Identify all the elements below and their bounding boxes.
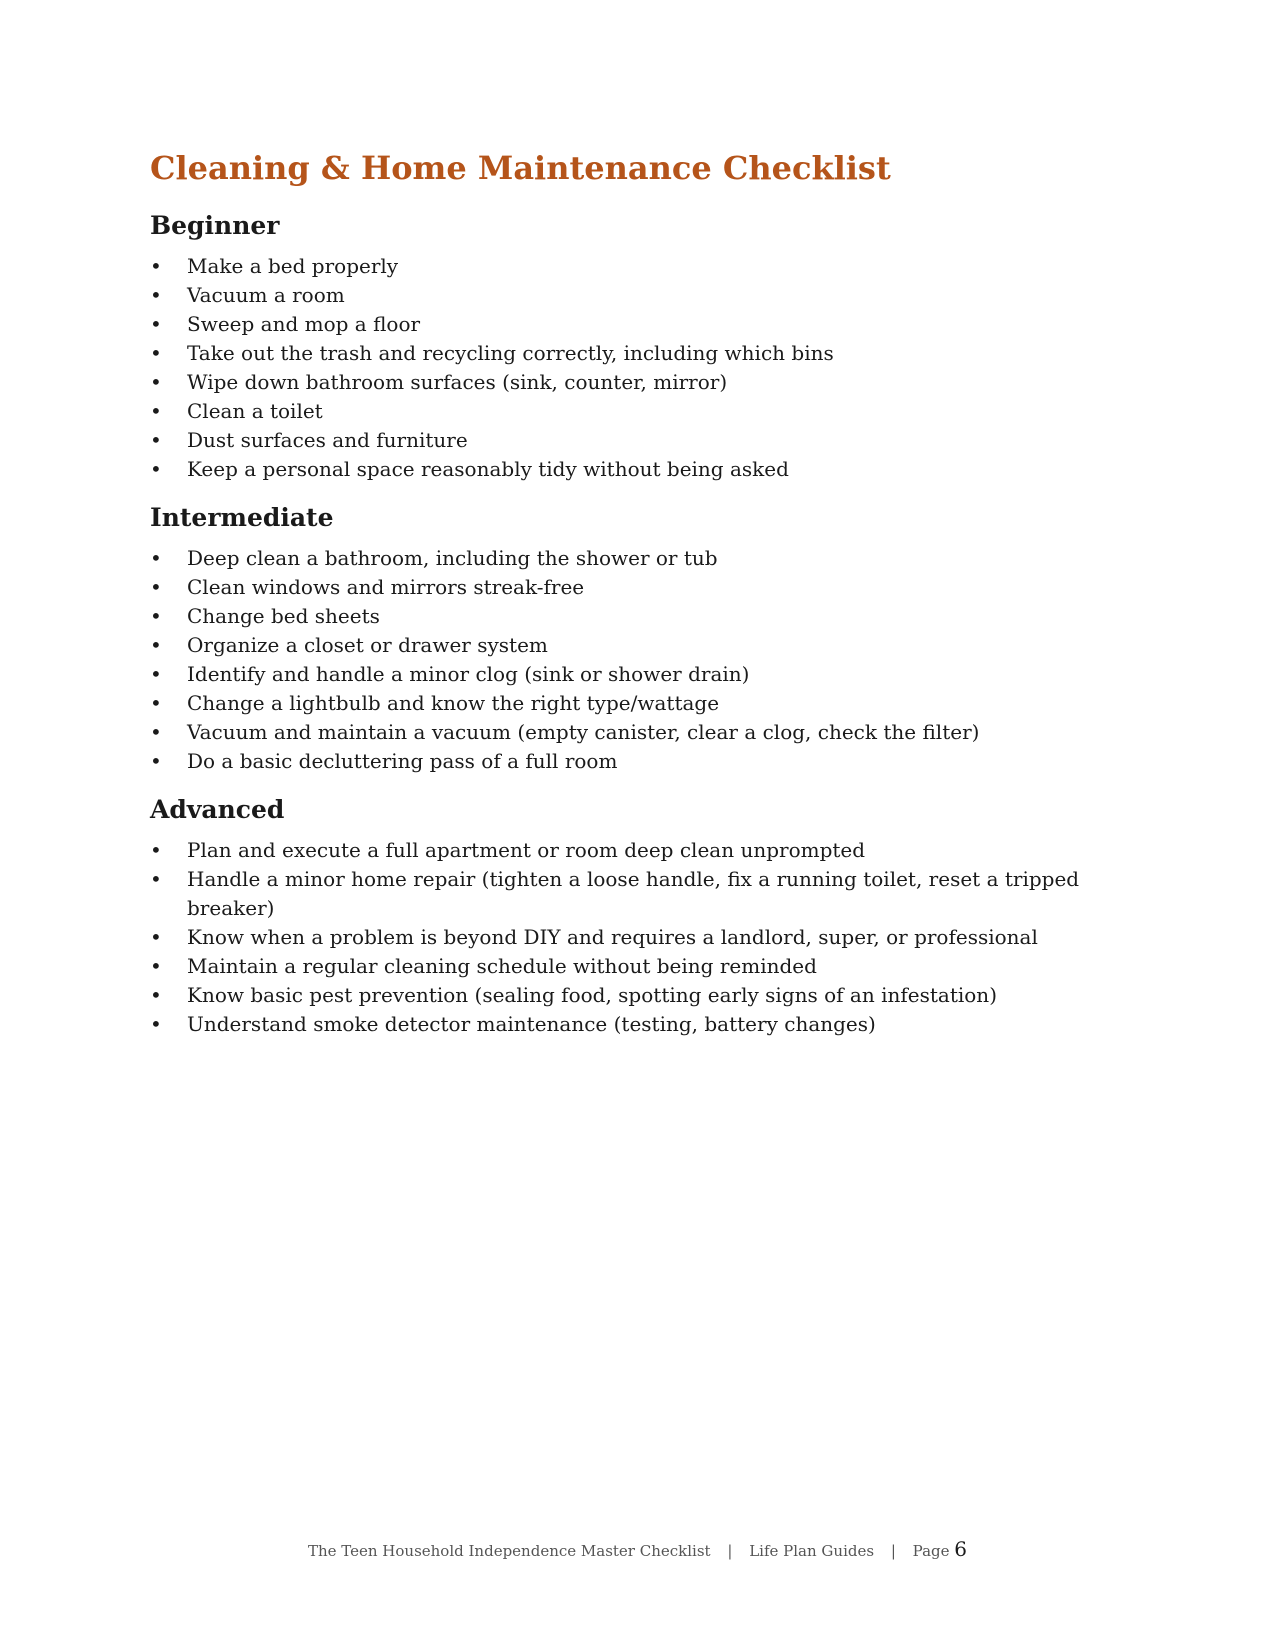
list-item-text: Identify and handle a minor clog (sink or shower drain) (187, 662, 750, 686)
bullet-icon: • (150, 662, 162, 686)
list-item-text: Sweep and mop a floor (187, 312, 421, 336)
list-item (150, 981, 1080, 1010)
bullet-icon: • (150, 720, 162, 744)
list-item-text: Do a basic decluttering pass of a full room (187, 749, 618, 773)
list-item (150, 689, 1080, 718)
bullet-icon: • (150, 925, 162, 949)
list-item-text: Clean a toilet (187, 399, 323, 423)
footer-page-number: 6 (954, 1537, 968, 1561)
list-item-text: Vacuum and maintain a vacuum (empty canister, clear a clog, check the filter) (187, 720, 980, 744)
section-intermediate (150, 502, 1080, 776)
list-item (150, 397, 1080, 426)
list-item-text: Dust surfaces and furniture (187, 428, 468, 452)
bullet-icon: • (150, 370, 162, 394)
bullet-icon: • (150, 457, 162, 481)
list-item (150, 544, 1080, 573)
bullet-icon: • (150, 546, 162, 570)
list-item (150, 747, 1080, 776)
section-heading: Intermediate (150, 503, 334, 532)
section-beginner (150, 210, 1080, 484)
page-footer (0, 1537, 1275, 1563)
document-page (150, 148, 1080, 1057)
list-item (150, 252, 1080, 281)
checklist (150, 836, 1080, 1039)
list-item (150, 660, 1080, 689)
bullet-icon: • (150, 749, 162, 773)
list-item-text: Organize a closet or drawer system (187, 633, 548, 657)
list-item (150, 310, 1080, 339)
list-item-text: Change bed sheets (187, 604, 380, 628)
list-item-text: Vacuum a room (187, 283, 345, 307)
footer-brand: Life Plan Guides (749, 1542, 875, 1560)
section-heading: Beginner (150, 211, 280, 240)
bullet-icon: • (150, 983, 162, 1007)
footer-separator: | (890, 1542, 896, 1560)
bullet-icon: • (150, 254, 162, 278)
list-item-text: Keep a personal space reasonably tidy without being asked (187, 457, 789, 481)
list-item (150, 573, 1080, 602)
list-item-text: Make a bed properly (187, 254, 399, 278)
bullet-icon: • (150, 341, 162, 365)
list-item-text: Maintain a regular cleaning schedule without being reminded (187, 954, 817, 978)
list-item (150, 631, 1080, 660)
checklist (150, 252, 1080, 484)
list-item-text: Plan and execute a full apartment or room deep clean unprompted (187, 838, 866, 862)
list-item (150, 836, 1080, 865)
list-item-text: Deep clean a bathroom, including the shower or tub (187, 546, 718, 570)
list-item (150, 718, 1080, 747)
list-item (150, 1010, 1080, 1039)
list-item-text: Know basic pest prevention (sealing food, spotting early signs of an infestation) (187, 983, 997, 1007)
section-advanced (150, 794, 1080, 1039)
list-item-text: Understand smoke detector maintenance (testing, battery changes) (187, 1012, 876, 1036)
footer-doc-title: The Teen Household Independence Master Checklist (307, 1542, 711, 1560)
list-item (150, 865, 1080, 923)
bullet-icon: • (150, 867, 162, 891)
section-heading: Advanced (150, 795, 285, 824)
sections-container (150, 210, 1080, 1039)
list-item (150, 339, 1080, 368)
list-item (150, 455, 1080, 484)
list-item-text: Know when a problem is beyond DIY and requires a landlord, super, or professional (187, 925, 1038, 949)
footer-page-label: Page (912, 1542, 950, 1560)
list-item-text: Take out the trash and recycling correctly, including which bins (187, 341, 834, 365)
bullet-icon: • (150, 283, 162, 307)
bullet-icon: • (150, 312, 162, 336)
bullet-icon: • (150, 575, 162, 599)
bullet-icon: • (150, 633, 162, 657)
list-item (150, 426, 1080, 455)
bullet-icon: • (150, 838, 162, 862)
list-item-text: Change a lightbulb and know the right type/wattage (187, 691, 720, 715)
list-item-text: Wipe down bathroom surfaces (sink, counter, mirror) (187, 370, 728, 394)
list-item (150, 923, 1080, 952)
list-item-text: Clean windows and mirrors streak-free (187, 575, 585, 599)
page-title: Cleaning & Home Maintenance Checklist (150, 149, 891, 187)
bullet-icon: • (150, 691, 162, 715)
bullet-icon: • (150, 399, 162, 423)
list-item (150, 368, 1080, 397)
bullet-icon: • (150, 428, 162, 452)
bullet-icon: • (150, 1012, 162, 1036)
list-item (150, 281, 1080, 310)
list-item (150, 952, 1080, 981)
list-item (150, 602, 1080, 631)
list-item-text: Handle a minor home repair (tighten a loose handle, fix a running toilet, reset a tripped breaker) (187, 867, 1080, 920)
checklist (150, 544, 1080, 776)
footer-separator: | (727, 1542, 733, 1560)
bullet-icon: • (150, 604, 162, 628)
bullet-icon: • (150, 954, 162, 978)
